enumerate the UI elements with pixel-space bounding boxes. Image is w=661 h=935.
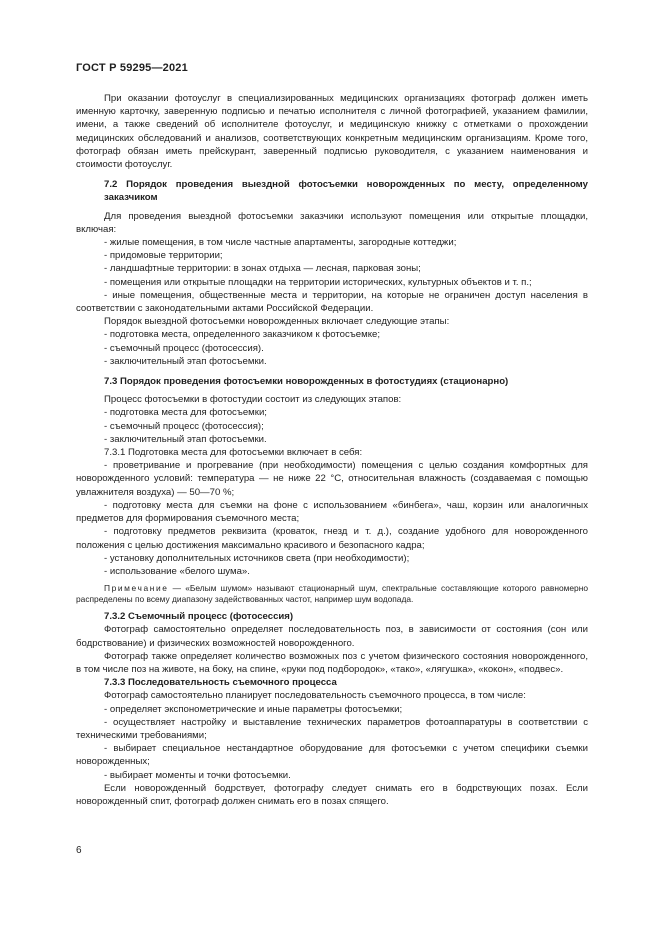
document-body (76, 92, 588, 808)
section-heading-7-3: 7.3 Порядок проведения фотосъемки новорожденных в фотостудиях (стационарно) (104, 376, 509, 388)
list-item: - съемочный процесс (фотосессия); (104, 420, 264, 432)
list-item: - выбирает специальное нестандартное оборудование для фотосъемки с учетом специфики съемки новорожденных; (76, 743, 588, 768)
note-text: — «Белым шумом» называют стационарный шум, спектральные составляющие которого равномерно распределены по всему диапазону задействованных частот, например шум водопада. (76, 583, 588, 605)
list-item: - ландшафтные территории: в зонах отдыха — лесная, парковая зоны; (104, 263, 421, 275)
paragraph: Для проведения выездной фотосъемки заказчики используют помещения или открытые площадки, включая: (76, 210, 588, 235)
section-heading-7-2: 7.2 Порядок проведения выездной фотосъемки новорожденных по месту, определенному заказчиком (104, 179, 588, 204)
list-item: - заключительный этап фотосъемки. (104, 355, 267, 367)
list-item: - придомовые территории; (104, 250, 223, 262)
document-header: ГОСТ Р 59295—2021 (76, 62, 188, 74)
list-item: - подготовка места, определенного заказчиком к фотосъемке; (104, 329, 381, 341)
list-item: - установку дополнительных источников света (при необходимости); (104, 552, 410, 564)
list-item: - иные помещения, общественные места и территории, на которые не ограничен доступ населения в соответствии с законодательными актами Российской Федерации. (76, 289, 588, 315)
section-heading-7-3-2: 7.3.2 Съемочный процесс (фотосессия) (104, 611, 294, 623)
paragraph: 7.3.1 Подготовка места для фотосъемки включает в себя: (104, 447, 363, 459)
list-item: - жилые помещения, в том числе частные апартаменты, загородные коттеджи; (104, 237, 457, 249)
list-item: - подготовку места для съемки на фоне с использованием «бинбега», чаш, корзин или аналогичных предметов для формирования съемочного места; (76, 499, 588, 525)
paragraph: Фотограф самостоятельно планирует последовательность съемочного процесса, в том числе: (104, 690, 526, 702)
list-item: - подготовка места для фотосъемки; (104, 407, 267, 419)
list-item: - определяет экспонометрические и иные параметры фотосъемки; (104, 703, 403, 715)
list-item: - использование «белого шума». (104, 565, 250, 577)
page-number: 6 (76, 845, 82, 856)
section-heading-7-3-3: 7.3.3 Последовательность съемочного процесса (104, 677, 337, 689)
list-item: - заключительный этап фотосъемки. (104, 433, 267, 445)
list-item: - съемочный процесс (фотосессия). (104, 342, 264, 354)
list-item: - проветривание и прогревание (при необходимости) помещения с целью создания комфортных для новорожденного условий: температура — не ниже 22 °С, относительная влажность (создаваемая с помощью увлажнителя воздуха) — 50—70 %; (76, 460, 588, 498)
note-label: Примечание (104, 583, 169, 594)
list-item: - помещения или открытые площадки на территории исторических, культурных объектов и т. п.; (104, 276, 532, 288)
paragraph: Если новорожденный бодрствует, фотографу следует снимать его в бодрствующих позах. Если новорожденный спит, фотограф должен снимать его в позах спящего. (76, 782, 588, 807)
paragraph: Фотограф самостоятельно определяет последовательность поз, в зависимости от состояния (сон или бодрствование) и физических возможностей новорожденного. (76, 624, 588, 649)
note (76, 583, 588, 605)
paragraph: При оказании фотоуслуг в специализированных медицинских организациях фотограф должен иметь именную карточку, заверенную подписью и печатью исполнителя с личной фотографией, указанием фамилии, имени, а также сведений об исполнителе фотоуслуг, и медицинскую книжку с отметками о прохождении медицинских обследований и анализов, соответствующих конкретным медицинским организациям. Кроме того, фотограф обязан иметь прейскурант, заверенный подписью руководителя, с указанием наименования и стоимости фотоуслуг. (76, 93, 588, 171)
paragraph: Фотограф также определяет количество возможных поз с учетом физического состояния новорожденного, в том числе поз на животе, на боку, на спине, «руки под подбородок», «тако», «лягушка», «кокон», «подвес». (76, 650, 588, 675)
paragraph: Процесс фотосъемки в фотостудии состоит из следующих этапов: (104, 394, 402, 406)
list-item: - выбирает моменты и точки фотосъемки. (104, 769, 291, 781)
paragraph: Порядок выездной фотосъемки новорожденных включает следующие этапы: (104, 316, 450, 328)
list-item: - осуществляет настройку и выставление технических параметров фотоаппаратуры в соответствии с техническими требованиями; (76, 716, 588, 741)
list-item: - подготовку предметов реквизита (кроваток, гнезд и т. д.), создание удобного для новорожденного положения с целью достижения максимально красивого и безопасного кадра; (76, 526, 588, 551)
